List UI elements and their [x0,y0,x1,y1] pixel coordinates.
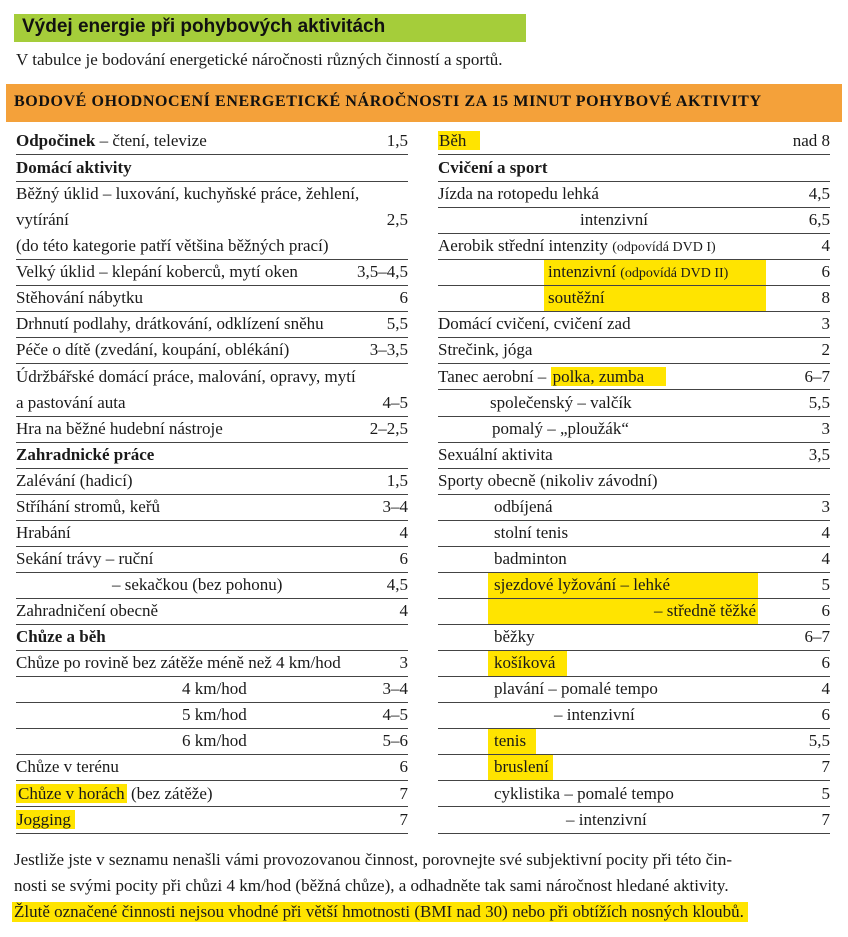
table-row: (do této kategorie patří většina běžných prací) [16,236,329,255]
footer-line-1: Jestliže jste v seznamu nenašli vámi provozovanou činnost, porovnejte své subjektivní pocity při této čin- [14,850,733,869]
table-row: a pastování auta 4–5 [16,393,408,412]
table-row: Zalévání (hadicí) 1,5 [16,471,408,490]
table-row: Odpočinek – čtení, televize 1,5 [16,131,408,150]
table-row: – intenzivní 7 [566,810,830,829]
footer-line-3: Žlutě označené činnosti nejsou vhodné při větší hmotnosti (BMI nad 30) nebo při obtížích nosných kloubů. [12,902,748,922]
table-row: Tanec aerobní – polka, zumba 6–7 [438,367,830,386]
table-row: intenzivní (odpovídá DVD II) 6 [438,259,830,285]
table-row: Stříhání stromů, keřů 3–4 [16,497,408,516]
table-row: Údržbářské domácí práce, malování, opravy, mytí [16,367,356,386]
table-row: Běžný úklid – luxování, kuchyňské práce, žehlení, [16,184,360,203]
table-row: Stěhování nábytku 6 [16,288,408,307]
table-row: plavání – pomalé tempo 4 [494,679,830,698]
table-row: intenzivní 6,5 [580,210,830,229]
table-row: Chůze v horách (bez zátěže) 7 [18,784,408,803]
table-row: Hrabání 4 [16,523,408,542]
table-row: stolní tenis 4 [494,523,830,542]
table-row: společenský – valčík 5,5 [490,393,830,412]
section-heading: Chůze a běh [16,627,106,646]
table-row: Domácí cvičení, cvičení zad 3 [438,314,830,333]
table-row: Běh nad 8 [439,131,830,150]
table-row: – intenzivní 6 [554,705,830,724]
table-row: – středně těžké 6 [438,598,830,624]
table-row: Sporty obecně (nikoliv závodní) [438,471,658,490]
table-row: běžky 6–7 [494,627,830,646]
table-row: Aerobik střední intenzity (odpovídá DVD I) 4 [438,236,830,255]
intro-text: V tabulce je bodování energetické náročnosti různých činností a sportů. [16,50,503,69]
section-heading: Cvičení a sport [438,158,548,177]
table-row: Sexuální aktivita 3,5 [438,445,830,464]
table-row: badminton 4 [494,549,830,568]
table-row: cyklistika – pomalé tempo 5 [494,784,830,803]
table-row: Chůze po rovině bez zátěže méně než 4 km/hod 3 [16,653,408,672]
table-row: 5 km/hod 4–5 [182,705,408,724]
table-row: Jízda na rotopedu lehká 4,5 [438,184,830,203]
table-row: Zahradničení obecně 4 [16,601,408,620]
table-row: vytírání 2,5 [16,210,408,229]
table-row: – sekačkou (bez pohonu) 4,5 [112,575,408,594]
table-row: Péče o dítě (zvedání, koupání, oblékání) 3–3,5 [16,340,408,359]
table-row: sjezdové lyžování – lehké 5 [438,572,830,598]
table-row: odbíjená 3 [494,497,830,516]
table-row: 4 km/hod 3–4 [182,679,408,698]
table-row: Sekání trávy – ruční 6 [16,549,408,568]
page-title: Výdej energie při pohybových aktivitách [22,16,386,37]
section-heading: Domácí aktivity [16,158,132,177]
table-row: soutěžní 8 [438,285,830,311]
table-header: BODOVÉ OHODNOCENÍ ENERGETICKÉ NÁROČNOSTI ZA 15 MINUT POHYBOVÉ AKTIVITY [14,93,762,110]
section-heading: Zahradnické práce [16,445,155,464]
table-row: Hra na běžné hudební nástroje 2–2,5 [16,419,408,438]
table-row: Strečink, jóga 2 [438,340,830,359]
table-row: Velký úklid – klepání koberců, mytí oken 3,5–4,5 [16,262,408,281]
footer-line-2: nosti se svými pocity při chůzi 4 km/hod (běžná chůze), a odhadněte tak sami náročnost hledané aktivity. [14,876,729,895]
table-row: Jogging 7 [17,810,408,829]
table-row: košíková 6 [438,650,830,676]
table-row: bruslení 7 [438,754,830,780]
table-row: tenis 5,5 [438,728,830,754]
table-row: 6 km/hod 5–6 [182,731,408,750]
table-row: Drhnutí podlahy, drátkování, odklízení sněhu 5,5 [16,314,408,333]
table-row: Chůze v terénu 6 [16,757,408,776]
table-row: pomalý – „ploužák“ 3 [492,419,830,438]
